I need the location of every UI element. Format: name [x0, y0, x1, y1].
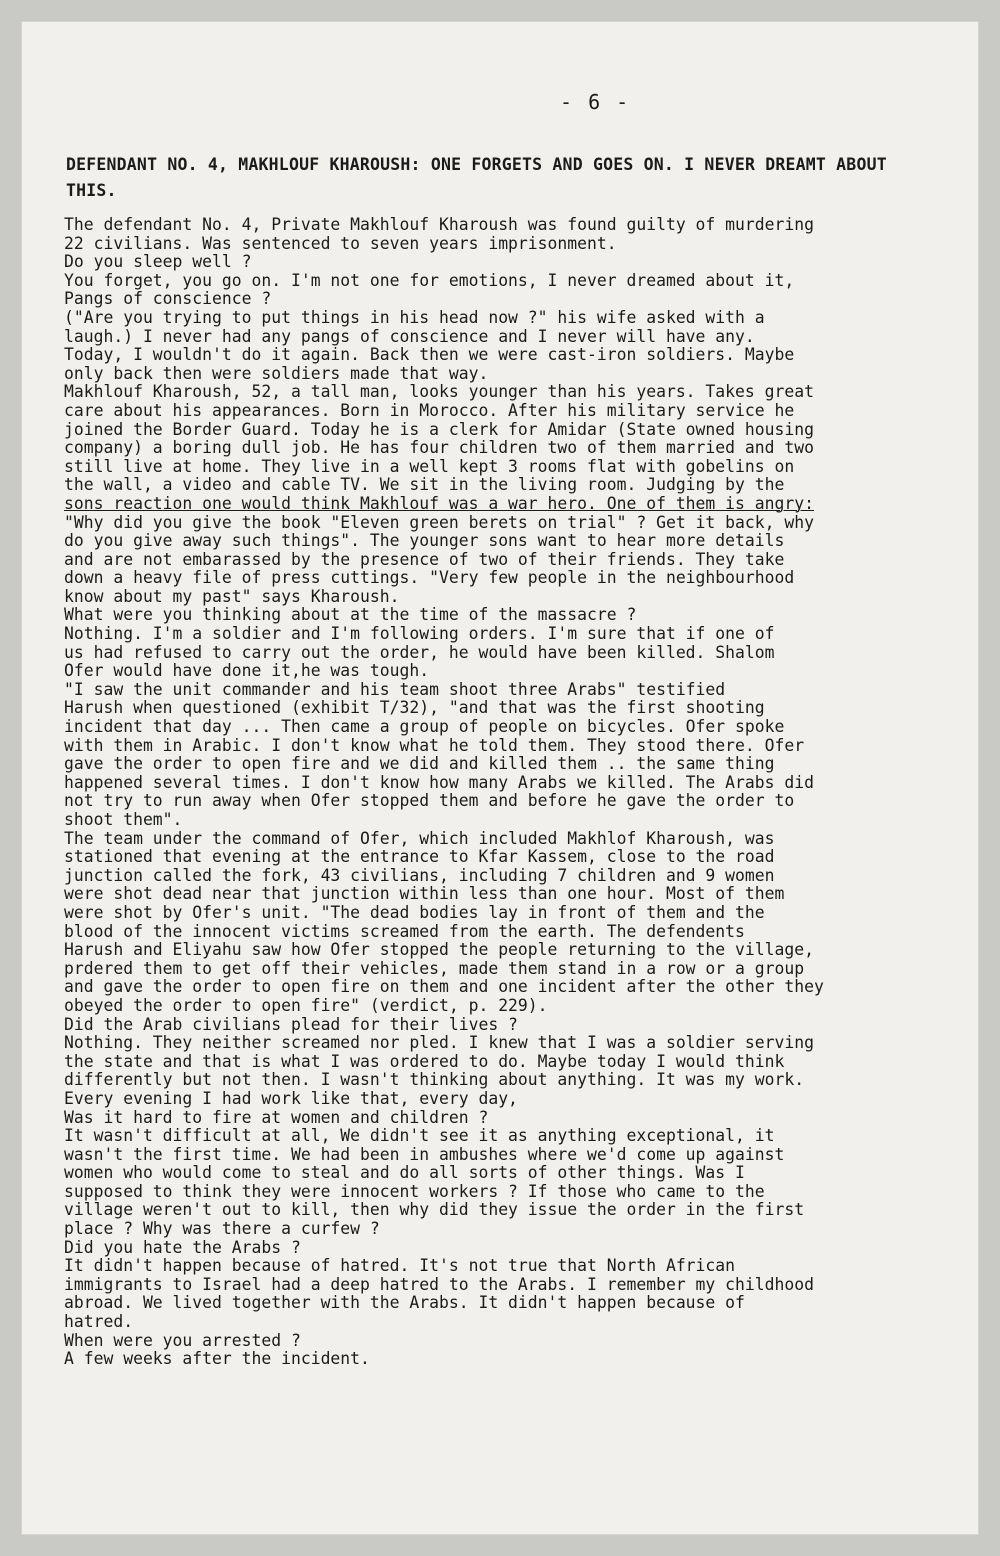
document-line: shoot them". — [64, 811, 183, 829]
document-line: junction called the fork, 43 civilians, including 7 children and 9 women — [64, 866, 775, 885]
document-line: know about my past" says Kharoush. — [64, 587, 400, 606]
page-number: - 6 - — [560, 90, 631, 114]
document-line: "Why did you give the book "Eleven green berets on trial" ? Get it back, why — [64, 513, 814, 532]
document-line: It wasn't difficult at all, We didn't see it as anything exceptional, it — [64, 1127, 775, 1146]
document-line: hatred. — [64, 1313, 134, 1332]
document-line: prdered them to get off their vehicles, made them stand in a row or a group — [64, 959, 805, 978]
document-line: Harush and Eliyahu saw how Ofer stopped the people returning to the village, — [64, 941, 814, 960]
document-line: differently but not then. I wasn't thinking about anything. It was my work. — [64, 1071, 805, 1090]
document-line: sons reaction one would think Makhlouf was a war hero. One of them is angry: — [64, 494, 814, 513]
document-line: wasn't the first time. We had been in ambushes where we'd come up against — [64, 1145, 785, 1164]
document-line: When were you arrested ? — [64, 1331, 301, 1350]
document-line: gave the order to open fire and we did and killed them .. the same thing — [64, 755, 775, 774]
document-line: laugh.) I never had any pangs of conscience and I never will have any. — [64, 327, 755, 346]
document-line: A few weeks after the incident. — [64, 1350, 370, 1369]
document-line: Did the Arab civilians plead for their lives ? — [64, 1015, 518, 1034]
document-line: Was it hard to fire at women and children ? — [64, 1108, 489, 1127]
document-line: and are not embarassed by the presence of two of their friends. They take — [64, 550, 785, 569]
document-line: supposed to think they were innocent workers ? If those who came to the — [64, 1182, 765, 1201]
document-line: us had refused to carry out the order, he would have been killed. Shalom — [64, 643, 775, 662]
document-line: Ofer would have done it,he was tough. — [64, 662, 430, 681]
document-line: happened several times. I don't know how many Arabs we killed. The Arabs did — [64, 773, 814, 792]
document-line: not try to run away when Ofer stopped them and before he gave the order to — [64, 792, 795, 811]
document-line: immigrants to Israel had a deep hatred to the Arabs. I remember my childhood — [64, 1275, 814, 1294]
document-line: blood of the innocent victims screamed from the earth. The defendents — [64, 922, 745, 941]
document-line: You forget, you go on. I'm not one for emotions, I never dreamed about it, — [64, 271, 795, 290]
document-line: with them in Arabic. I don't know what he told them. They stood there. Ofer — [64, 736, 805, 755]
document-line: What were you thinking about at the time of the massacre ? — [64, 606, 637, 625]
document-line: 22 civilians. Was sentenced to seven years imprisonment. — [64, 234, 617, 253]
document-line: It didn't happen because of hatred. It's not true that North African — [64, 1257, 736, 1276]
document-line: "I saw the unit commander and his team shoot three Arabs" testified — [64, 680, 726, 699]
document-line: obeyed the order to open fire" (verdict, p. 229). — [64, 996, 548, 1015]
document-line: care about his appearances. Born in Morocco. After his military service he — [64, 401, 795, 420]
document-line: Every evening I had work like that, every day, — [64, 1089, 518, 1108]
document-line: Nothing. I'm a soldier and I'm following orders. I'm sure that if one of — [64, 625, 775, 644]
document-line: do you give away such things". The younger sons want to hear more details — [64, 532, 785, 551]
document-line: Do you sleep well ? — [64, 253, 252, 272]
document-line: still live at home. They live in a well kept 3 rooms flat with gobelins on — [64, 457, 795, 476]
section-heading: DEFENDANT NO. 4, MAKHLOUF KHAROUSH: ONE FORGETS AND GOES ON. I NEVER DREAMT ABOUT THIS. — [66, 155, 887, 200]
document-line: Did you hate the Arabs ? — [64, 1238, 301, 1257]
document-line: The defendant No. 4, Private Makhlouf Kharoush was found guilty of murdering — [64, 216, 814, 234]
document-line: incident that day ... Then came a group of people on bicycles. Ofer spoke — [64, 718, 785, 737]
document-line: The team under the command of Ofer, which included Makhlof Kharoush, was — [64, 829, 775, 848]
document-body — [64, 216, 954, 1369]
document-line: the wall, a video and cable TV. We sit in the living room. Judging by the — [64, 476, 785, 495]
document-line: Harush when questioned (exhibit T/32), "and that was the first shooting — [64, 699, 765, 718]
document-line: Makhlouf Kharoush, 52, a tall man, looks younger than his years. Takes great — [64, 383, 814, 402]
document-line: stationed that evening at the entrance to Kfar Kassem, close to the road — [64, 848, 775, 867]
document-line: Pangs of conscience ? — [64, 290, 272, 309]
document-line: Today, I wouldn't do it again. Back then we were cast-iron soldiers. Maybe — [64, 346, 795, 365]
document-line: place ? Why was there a curfew ? — [64, 1220, 380, 1239]
document-line: only back then were soldiers made that way. — [64, 364, 489, 383]
document-line: the state and that is what I was ordered to do. Maybe today I would think — [64, 1052, 785, 1071]
document-line: abroad. We lived together with the Arabs. It didn't happen because of — [64, 1294, 745, 1313]
document-line: Nothing. They neither screamed nor pled. I knew that I was a soldier serving — [64, 1034, 814, 1053]
document-line: village weren't out to kill, then why did they issue the order in the first — [64, 1201, 805, 1220]
document-line: down a heavy file of press cuttings. "Very few people in the neighbourhood — [64, 569, 795, 588]
document-line: were shot dead near that junction within less than one hour. Most of them — [64, 885, 785, 904]
document-line: were shot by Ofer's unit. "The dead bodies lay in front of them and the — [64, 903, 765, 922]
document-line: women who would come to steal and do all sorts of other things. Was I — [64, 1164, 745, 1183]
document-line: ("Are you trying to put things in his head now ?" his wife asked with a — [64, 308, 765, 327]
document-line: company) a boring dull job. He has four children two of them married and two — [64, 439, 814, 458]
document-line: and gave the order to open fire on them and one incident after the other they — [64, 978, 824, 997]
document-line: joined the Border Guard. Today he is a clerk for Amidar (State owned housing — [64, 420, 814, 439]
